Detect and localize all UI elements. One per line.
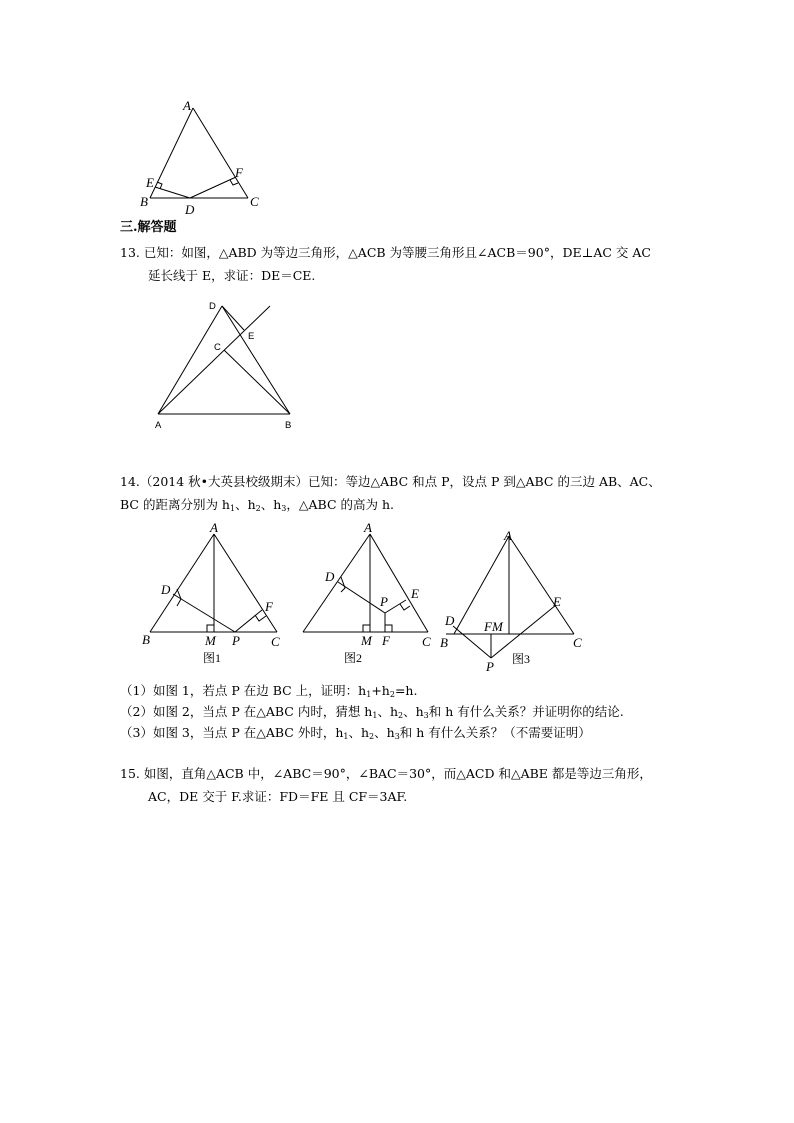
label-e: E [146,175,154,190]
label-f: F [382,633,390,648]
q14-line2-sub2: 2 [255,504,261,513]
label-p: P [232,633,240,648]
q14-line2-post: ，△ABC 的高为 h. [286,497,394,512]
q14-sub2-m2: 、h [403,704,424,719]
q15-line2: AC，DE 交于 F.求证：FD＝FE 且 CF＝3AF. [148,789,408,804]
segment-ab [150,534,214,632]
label-d: D [185,202,195,217]
segment-db [222,306,290,414]
right-angle-mark-f [255,615,266,621]
right-angle-mark-f [385,625,392,632]
right-angle-mark-f [230,180,238,185]
q14-sub2-s2: 2 [398,711,404,720]
label-fm: FM [484,619,503,634]
right-angle-mark-m [363,625,370,632]
q14-sub1-pre: （1）如图 1，若点 P 在边 BC 上，证明：h [120,683,367,698]
q14-sub3-s2: 2 [369,732,375,741]
caption-fig1: 图1 [203,651,222,665]
figure-q13 [148,298,292,432]
segment-ac [370,534,428,632]
q14-sub2-s3: 3 [423,711,429,720]
q14-sub3-post: 和 h 有什么关系？（不需要证明） [399,725,591,740]
q14-sub1-m1: +h [371,683,390,698]
caption-fig3: 图3 [512,652,531,666]
label-a: A [210,520,218,535]
segment-df [190,177,236,198]
label-b: B [140,194,148,209]
q14-sub3-m1: 、h [348,725,370,740]
label-d: D [445,613,455,628]
figure-q14-2 [298,520,443,670]
segment-ac [509,536,574,634]
label-e: E [411,586,419,601]
q14-sub3 [120,725,591,741]
label-c: C [271,634,280,649]
q14-sub3-pre: （3）如图 3，当点 P 在△ABC 外时，h [120,725,344,740]
segment-ae-extended [158,306,270,414]
label-c: C [422,634,431,649]
label-d: D [209,301,216,312]
label-f: F [265,599,273,614]
right-angle-mark-m [207,625,214,632]
q14-line2-mid1: 、h [235,497,256,512]
q14-sub3-s3: 3 [394,732,400,741]
section-heading: 三.解答题 [120,220,177,235]
label-c: C [250,194,259,209]
label-d: D [161,582,171,597]
label-e: E [248,331,255,342]
label-b: B [142,632,150,647]
label-e: E [553,594,561,609]
label-a: A [364,520,372,535]
q14-sub1-s1: 1 [366,690,372,699]
segment-pd [173,594,235,632]
q14-sub2-pre: （2）如图 2，当点 P 在△ABC 内时，猜想 h [120,704,373,719]
q14-line1: 14.（2014 秋•大英县校级期末）已知：等边△ABC 和点 P，设点 P 到△ABC 的三边 AB、AC、 [120,474,661,489]
right-angle-mark-e [400,604,410,610]
segment-da [158,306,222,414]
figure-q12 [135,98,265,216]
segment-pd [338,582,385,613]
label-c: C [573,635,582,650]
q14-sub2-post: 和 h 有什么关系？并证明你的结论. [428,704,624,719]
q14-line2-pre: BC 的距离分别为 h [120,497,230,512]
label-a: A [183,98,191,113]
q14-line2-sub3: 3 [281,504,287,513]
label-f: F [235,165,243,180]
label-p: P [380,594,388,609]
label-b: B [440,635,448,650]
label-a: A [504,528,512,543]
segment-pf [235,610,262,632]
figure-q14-1 [140,520,285,670]
q13-line1: 13. 已知：如图，△ABD 为等边三角形，△ACB 为等腰三角形且∠ACB＝90°，DE⊥AC 交 AC [120,245,651,260]
figure-q14-3 [440,520,590,675]
q14-line2-sub1: 1 [229,504,236,513]
q14-sub1-post: =h. [394,683,418,698]
segment-ab [303,534,370,632]
q14-sub2-m1: 、h [377,704,399,719]
label-m: M [205,633,216,648]
q14-sub1 [120,683,417,699]
label-a: A [155,420,162,431]
q13-line2: 延长线于 E，求证：DE＝CE. [148,268,316,283]
label-b: B [285,420,292,431]
segment-pe [385,600,406,613]
segment-ab [150,108,193,198]
label-p: P [486,659,494,674]
label-c: C [214,342,221,353]
q14-sub1-s2: 2 [389,690,395,699]
q14-line2-mid2: 、h [260,497,282,512]
q14-sub2-s1: 1 [372,711,378,720]
segment-de [222,306,244,330]
q15-line1: 15. 如图，直角△ACB 中，∠ABC＝90°，∠BAC＝30°，而△ACD 和△ABE 都是等边三角形， [120,766,652,781]
q14-sub2 [120,704,624,720]
caption-fig2: 图2 [344,651,363,665]
q14-sub3-s1: 1 [343,732,349,741]
label-m: M [361,633,372,648]
label-d: D [325,569,335,584]
segment-ac [214,534,277,632]
q14-line2 [120,497,394,513]
segment-cb [224,350,290,414]
q14-sub3-m2: 、h [374,725,395,740]
